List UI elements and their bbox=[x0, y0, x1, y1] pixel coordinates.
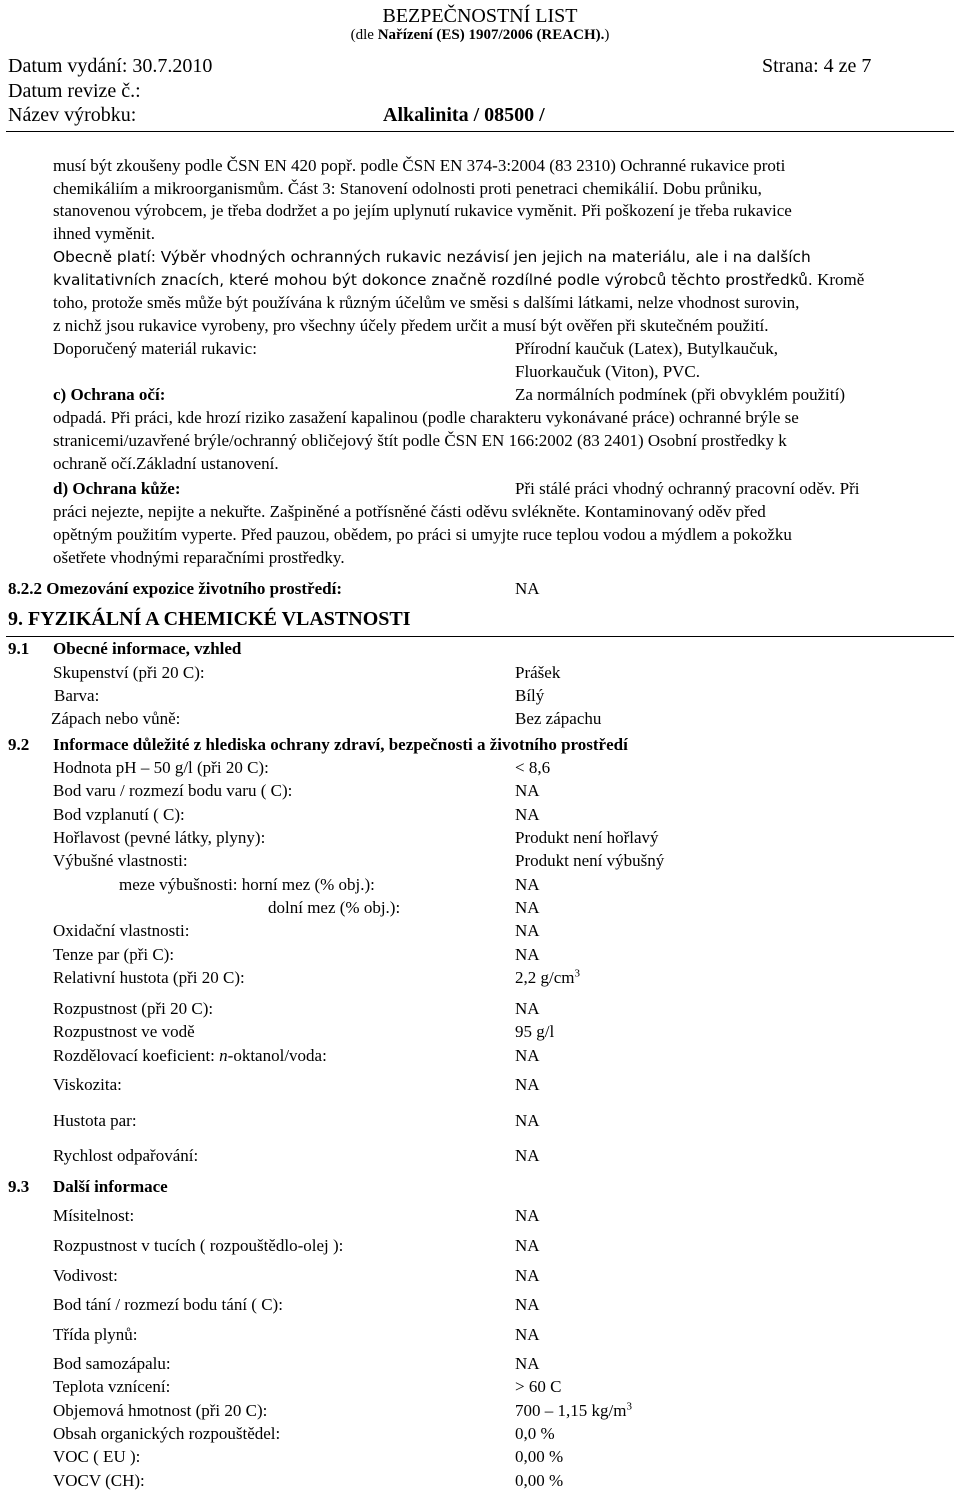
property-value: NA bbox=[515, 1354, 540, 1373]
eye-line-2: stranicemi/uzavřené brýle/ochranný obličejový štít podle ČSN EN 166:2002 (83 2401) Osobní prostředky k bbox=[53, 431, 787, 450]
page-number: Strana: 4 ze 7 bbox=[762, 55, 872, 77]
property-label: Rozpustnost v tucích ( rozpouštědlo-olej ): bbox=[53, 1236, 344, 1255]
property-value: Prášek bbox=[515, 663, 561, 682]
property-value: Produkt není výbušný bbox=[515, 851, 665, 870]
skin-protection-label: d) Ochrana kůže: bbox=[53, 479, 181, 498]
property-label: Oxidační vlastnosti: bbox=[53, 921, 190, 940]
property-value: NA bbox=[515, 805, 540, 824]
section-9-2-title: Informace důležité z hlediska ochrany zdraví, bezpečnosti a životního prostředí bbox=[53, 735, 628, 754]
hands-line-3: stanovenou výrobcem, je třeba dodržet a po jejím uplynutí rukavice vyměnit. Při poškození je třeba rukavice bbox=[53, 201, 792, 220]
gloves-material-label: Doporučený materiál rukavic: bbox=[53, 339, 257, 358]
property-value: NA bbox=[515, 1206, 540, 1225]
property-label: Mísitelnost: bbox=[53, 1206, 135, 1225]
property-value: NA bbox=[515, 1325, 540, 1344]
property-value: NA bbox=[515, 875, 540, 894]
property-label: Relativní hustota (při 20 C): bbox=[53, 968, 245, 987]
eye-line-1: odpadá. Při práci, kde hrozí riziko zasažení kapalinou (podle charakteru vykonávané práce) ochranné brýle se bbox=[53, 408, 799, 427]
property-value: NA bbox=[515, 1236, 540, 1255]
property-value: NA bbox=[515, 1266, 540, 1285]
property-label: Skupenství (při 20 C): bbox=[53, 663, 205, 682]
property-value: NA bbox=[515, 1111, 540, 1130]
property-label: Objemová hmotnost (při 20 C): bbox=[53, 1401, 268, 1420]
section-9-1-title: Obecné informace, vzhled bbox=[53, 639, 242, 658]
property-value: Bílý bbox=[515, 686, 545, 705]
eye-protection-value: Za normálních podmínek (při obvyklém použití) bbox=[515, 385, 846, 404]
property-label: Vodivost: bbox=[53, 1266, 118, 1285]
property-value: 0,0 % bbox=[515, 1424, 555, 1443]
section-9-divider bbox=[6, 636, 954, 637]
property-label: Výbušné vlastnosti: bbox=[53, 851, 188, 870]
property-value: < 8,6 bbox=[515, 758, 551, 777]
property-label: Třída plynů: bbox=[53, 1325, 138, 1344]
section-9-2-number: 9.2 bbox=[8, 735, 30, 754]
skin-line-1: práci nejezte, nepijte a nekuřte. Zašpiněné a potřísněné části oděvu svlékněte. Kontaminovaný oděv před bbox=[53, 502, 766, 521]
property-value: NA bbox=[515, 1075, 540, 1094]
property-value: NA bbox=[515, 999, 540, 1018]
property-label: Rozdělovací koeficient: n-oktanol/voda: bbox=[53, 1046, 327, 1065]
property-value: NA bbox=[515, 898, 540, 917]
property-label: Bod samozápalu: bbox=[53, 1354, 171, 1373]
property-label: dolní mez (% obj.): bbox=[268, 898, 401, 917]
property-value: NA bbox=[515, 1295, 540, 1314]
property-value: Bez zápachu bbox=[515, 709, 602, 728]
property-label: Hustota par: bbox=[53, 1111, 137, 1130]
property-value: NA bbox=[515, 921, 540, 940]
property-value: 2,2 $g/cm^3$ bbox=[515, 967, 580, 987]
skin-line-2: opětným použitím vyperte. Před pauzou, obědem, po práci si umyjte ruce teplou vodou a mýdlem a pokožku bbox=[53, 525, 792, 544]
section-9-1-number: 9.1 bbox=[8, 639, 30, 658]
property-value: Produkt není hořlavý bbox=[515, 828, 659, 847]
gloves-material-value-2: Fluorkaučuk (Viton), PVC. bbox=[515, 362, 701, 381]
document-title: BEZPEČNOSTNÍ LIST bbox=[382, 5, 578, 27]
env-exposure-value: NA bbox=[515, 579, 540, 598]
property-label: Hořlavost (pevné látky, plyny): bbox=[53, 828, 266, 847]
eye-line-3: ochraně očí.Základní ustanovení. bbox=[53, 454, 279, 473]
property-value: 0,00 % bbox=[515, 1447, 564, 1466]
property-label: VOC ( EU ): bbox=[53, 1447, 141, 1466]
property-value: 95 g/l bbox=[515, 1022, 555, 1041]
property-label: Obsah organických rozpouštědel: bbox=[53, 1424, 281, 1443]
property-label: Teplota vznícení: bbox=[53, 1377, 171, 1396]
skin-line-3: ošetřete vhodnými reparačními prostředky. bbox=[53, 548, 345, 567]
property-value: 700 – 1,15 $kg/m^3$ bbox=[515, 1400, 632, 1420]
gloves-material-value: Přírodní kaučuk (Latex), Butylkaučuk, bbox=[515, 339, 778, 358]
property-label: Rychlost odpařování: bbox=[53, 1146, 199, 1165]
property-label: Rozpustnost ve vodě bbox=[53, 1022, 195, 1041]
revision-date: Datum revize č.: bbox=[8, 80, 141, 102]
property-label: Tenze par (při C): bbox=[53, 945, 175, 964]
section-9-3-title: Další informace bbox=[53, 1177, 168, 1196]
eye-protection-label: c) Ochrana očí: bbox=[53, 385, 166, 404]
product-label: Název výrobku: bbox=[8, 104, 137, 126]
property-value: NA bbox=[515, 945, 540, 964]
property-label: Bod vzplanutí ( C): bbox=[53, 805, 185, 824]
property-label: Hodnota pH – 50 g/l (při 20 C): bbox=[53, 758, 269, 777]
property-label: Bod varu / rozmezí bodu varu ( C): bbox=[53, 781, 293, 800]
section-9-heading: 9. FYZIKÁLNÍ A CHEMICKÉ VLASTNOSTI bbox=[8, 608, 411, 630]
property-value: NA bbox=[515, 781, 540, 800]
property-label: Zápach nebo vůně: bbox=[51, 709, 181, 728]
property-label: Barva: bbox=[54, 686, 100, 705]
property-value: NA bbox=[515, 1046, 540, 1065]
property-value: > 60 C bbox=[515, 1377, 562, 1396]
property-value: 0,00 % bbox=[515, 1471, 564, 1490]
product-name: Alkalinita / 08500 / bbox=[383, 104, 545, 126]
env-exposure-label: 8.2.2 Omezování expozice životního prostředí: bbox=[8, 579, 342, 598]
property-label: Bod tání / rozmezí bodu tání ( C): bbox=[53, 1295, 283, 1314]
hands-line-1: musí být zkoušeny podle ČSN EN 420 popř. podle ČSN EN 374-3:2004 (83 2310) Ochranné rukavice proti bbox=[53, 156, 786, 175]
hands-line-2: chemikáliím a mikroorganismům. Část 3: Stanovení odolnosti proti penetraci chemikálií. Dobu průniku, bbox=[53, 179, 762, 198]
property-label: meze výbušnosti: horní mez (% obj.): bbox=[119, 875, 375, 894]
hands-line-6: kvalitativních znacích, které mohou být dokonce značně rozdílné podle výrobců těchto prostředků. Kromě bbox=[53, 270, 865, 289]
hands-line-5: Obecně platí: Výběr vhodných ochranných rukavic nezávisí jen jejich na materiálu, ale i na dalších bbox=[53, 248, 811, 266]
regulation-note: (dle Nařízení (ES) 1907/2006 (REACH).) bbox=[350, 27, 610, 43]
property-label: Viskozita: bbox=[53, 1075, 122, 1094]
hands-line-4: ihned vyměnit. bbox=[53, 224, 155, 243]
section-9-3-number: 9.3 bbox=[8, 1177, 30, 1196]
property-label: Rozpustnost (při 20 C): bbox=[53, 999, 214, 1018]
issue-date: Datum vydání: 30.7.2010 bbox=[8, 55, 213, 77]
skin-protection-value: Při stálé práci vhodný ochranný pracovní oděv. Při bbox=[515, 479, 860, 498]
property-value: NA bbox=[515, 1146, 540, 1165]
property-label: VOCV (CH): bbox=[53, 1471, 145, 1490]
header-divider bbox=[6, 131, 954, 132]
hands-line-8: z nichž jsou rukavice vyrobeny, pro všechny účely předem určit a musí být ověřen při skutečném použití. bbox=[53, 316, 769, 335]
hands-line-7: toho, protože směs může být používána k různým účelům ve směsi s dalšími látkami, nelze vhodnost surovin, bbox=[53, 293, 800, 312]
